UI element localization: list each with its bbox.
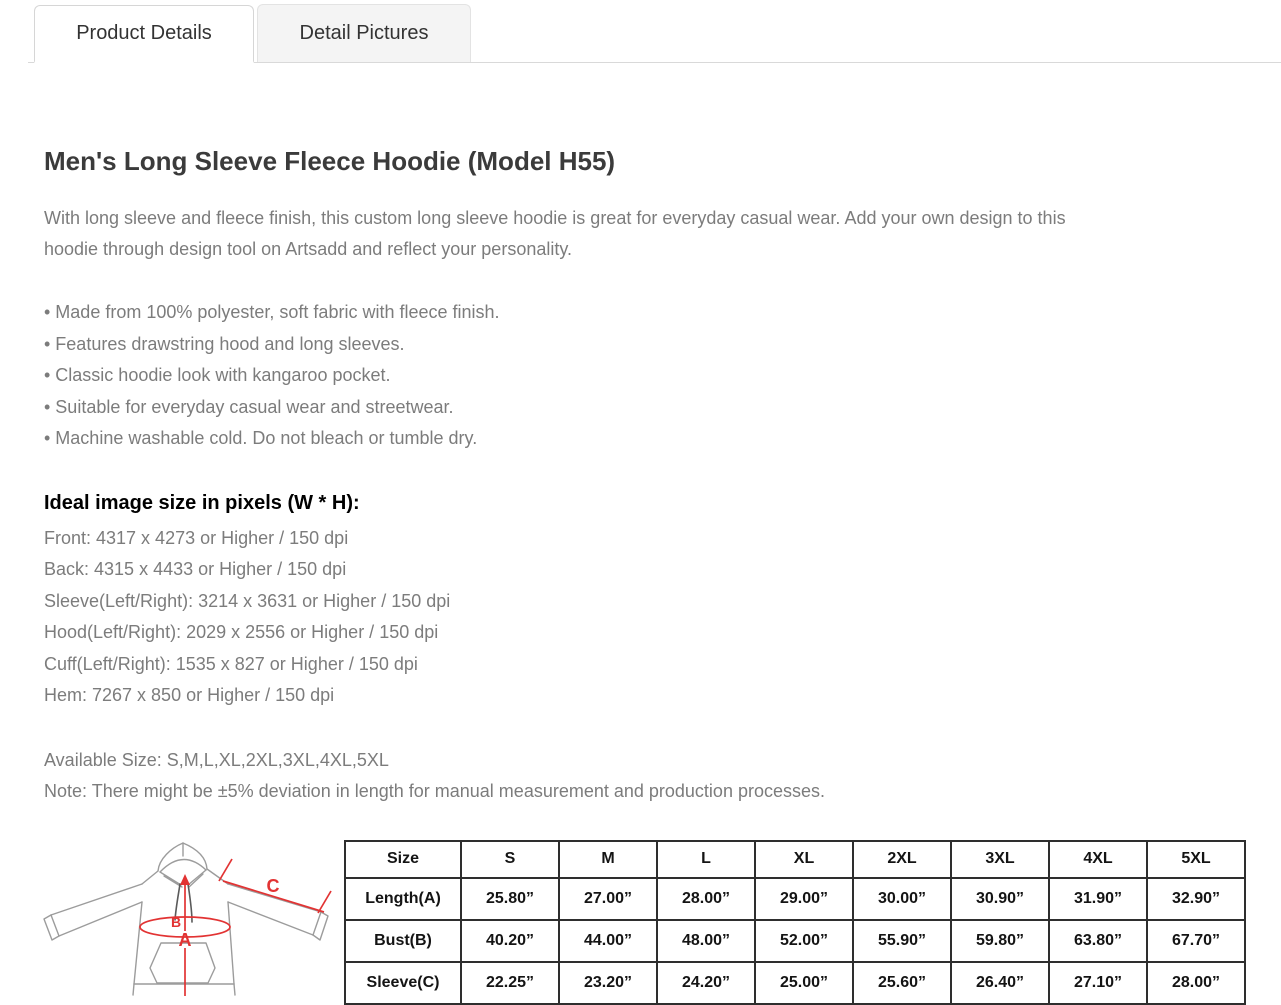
size-chart-row-label: Bust(B): [345, 920, 461, 962]
feature-item: • Features drawstring hood and long sleeves.: [44, 333, 405, 354]
size-chart-cell: 52.00”: [755, 920, 853, 962]
image-size-item: Cuff(Left/Right): 1535 x 827 or Higher / 150 dpi: [44, 653, 418, 674]
size-chart-cell: 63.80”: [1049, 920, 1147, 962]
tab-bar: [28, 4, 1281, 63]
size-chart-cell: 28.00”: [1147, 962, 1245, 1004]
size-note: Note: There might be ±5% deviation in length for manual measurement and production processes.: [44, 781, 825, 801]
diagram-label-sleeve: C: [266, 875, 280, 896]
image-size-item: Front: 4317 x 4273 or Higher / 150 dpi: [44, 527, 349, 548]
image-size-heading: Ideal image size in pixels (W * H):: [44, 491, 360, 514]
size-chart-cell: 26.40”: [951, 962, 1049, 1004]
hoodie-outline: [44, 843, 328, 995]
tab-product-details-label: Product Details: [76, 22, 212, 44]
length-arrowhead: [180, 874, 190, 885]
image-size-item: Hood(Left/Right): 2029 x 2556 or Higher / 150 dpi: [44, 622, 439, 642]
size-chart-row-label: Length(A): [345, 878, 461, 920]
size-chart-column-header: XL: [755, 841, 853, 878]
size-chart-table: [344, 840, 1246, 1005]
image-size-item: Hem: 7267 x 850 or Higher / 150 dpi: [44, 685, 335, 705]
image-size-item: Sleeve(Left/Right): 3214 x 3631 or Higher / 150 dpi: [44, 590, 451, 611]
size-chart-cell: 22.25”: [461, 962, 559, 1004]
feature-item: • Classic hoodie look with kangaroo pocket.: [44, 365, 391, 385]
size-chart-cell: 59.80”: [951, 920, 1049, 962]
size-chart-cell: 25.00”: [755, 962, 853, 1004]
size-chart-header-row: [345, 841, 1245, 878]
size-chart-cell: 27.10”: [1049, 962, 1147, 1004]
feature-item: • Suitable for everyday casual wear and streetwear.: [44, 396, 454, 417]
size-chart-cell: 31.90”: [1049, 878, 1147, 920]
size-chart-column-header: 3XL: [951, 841, 1049, 878]
size-chart-row-label: Sleeve(C): [345, 962, 461, 1004]
size-chart-column-header: 5XL: [1147, 841, 1245, 878]
size-chart-cell: 25.80”: [461, 878, 559, 920]
size-chart-row: [345, 920, 1245, 962]
hoodie-measurement-diagram: [30, 835, 350, 996]
size-chart-cell: 24.20”: [657, 962, 755, 1004]
feature-item: • Machine washable cold. Do not bleach or tumble dry.: [44, 428, 478, 448]
feature-item: • Made from 100% polyester, soft fabric with fleece finish.: [44, 302, 500, 322]
size-chart-cell: 44.00”: [559, 920, 657, 962]
available-sizes: Available Size: S,M,L,XL,2XL,3XL,4XL,5XL: [44, 749, 389, 770]
size-chart-column-header: L: [657, 841, 755, 878]
size-chart-cell: 40.20”: [461, 920, 559, 962]
size-chart-cell: 30.90”: [951, 878, 1049, 920]
size-chart-row: [345, 962, 1245, 1004]
size-chart-cell: 23.20”: [559, 962, 657, 1004]
size-chart-cell: 28.00”: [657, 878, 755, 920]
size-chart-cell: 48.00”: [657, 920, 755, 962]
diagram-label-bust: B: [170, 913, 182, 930]
tab-detail-pictures-label: Detail Pictures: [299, 22, 429, 44]
product-details-panel: [44, 146, 1281, 996]
size-chart-column-header: S: [461, 841, 559, 878]
size-chart-cell: 27.00”: [559, 878, 657, 920]
size-chart-column-header: M: [559, 841, 657, 878]
size-chart-cell: 32.90”: [1147, 878, 1245, 920]
size-chart-column-header: Size: [345, 841, 461, 878]
size-chart-cell: 29.00”: [755, 878, 853, 920]
size-chart-cell: 25.60”: [853, 962, 951, 1004]
size-chart-column-header: 2XL: [853, 841, 951, 878]
product-description: With long sleeve and fleece finish, this custom long sleeve hoodie is great for everyday casual wear. Add your own design to this hoodie through design tool on Artsadd and reflect your personality.: [44, 208, 1066, 259]
size-chart-block: [44, 836, 1281, 996]
image-size-list: [44, 523, 1281, 712]
tab-product-details[interactable]: [34, 5, 254, 63]
product-title: Men's Long Sleeve Fleece Hoodie (Model H55): [44, 146, 616, 176]
feature-list: [44, 297, 1281, 455]
size-chart-column-header: 4XL: [1049, 841, 1147, 878]
size-chart-row: [345, 878, 1245, 920]
size-chart-cell: 30.00”: [853, 878, 951, 920]
size-chart-cell: 55.90”: [853, 920, 951, 962]
tab-detail-pictures[interactable]: [257, 4, 471, 62]
size-chart-cell: 67.70”: [1147, 920, 1245, 962]
image-size-item: Back: 4315 x 4433 or Higher / 150 dpi: [44, 559, 347, 579]
diagram-label-length: A: [178, 929, 192, 950]
